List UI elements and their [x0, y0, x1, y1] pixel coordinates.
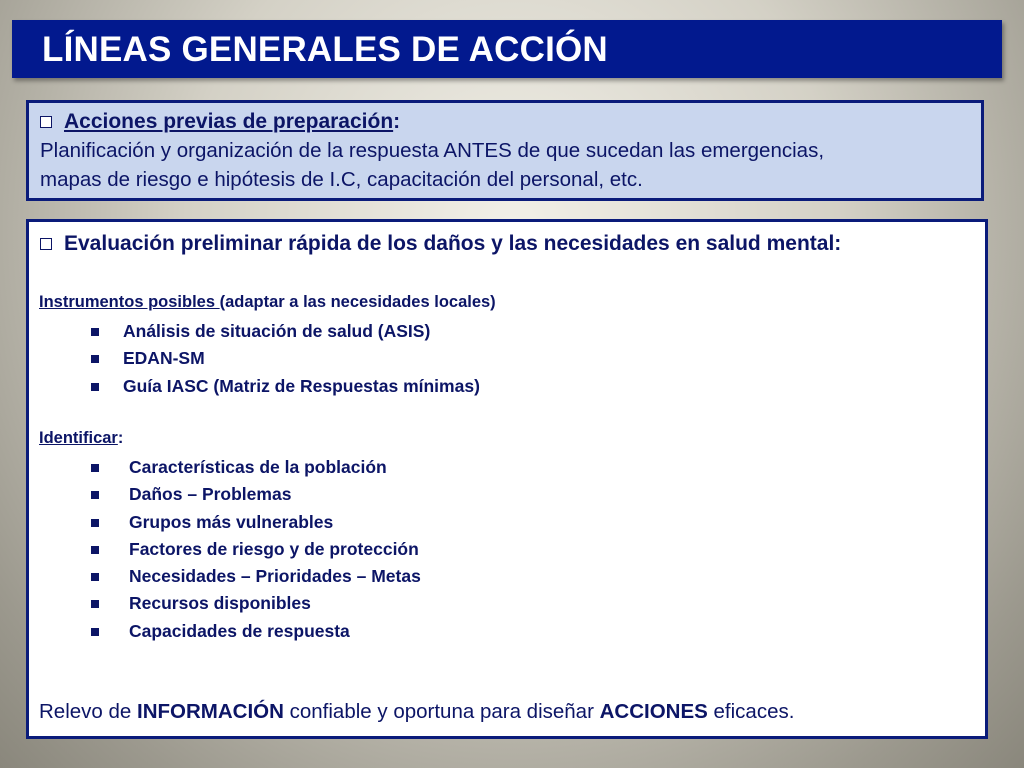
square-bullet-icon — [91, 628, 99, 636]
conclusion-line: Relevo de INFORMACIÓN confiable y oportuna para diseñar ACCIONES eficaces. — [39, 700, 795, 723]
slide-title: LÍNEAS GENERALES DE ACCIÓN — [42, 30, 608, 69]
square-bullet-icon — [91, 491, 99, 499]
list-item: EDAN-SM — [91, 345, 480, 372]
checkbox-bullet-icon — [40, 238, 52, 250]
instrumentos-label: Instrumentos posibles — [39, 293, 220, 311]
list-item: Guía IASC (Matriz de Respuestas mínimas) — [91, 373, 480, 400]
evaluation-heading-text: Evaluación preliminar rápida de los daños y las necesidades en salud mental: — [64, 232, 842, 255]
preparation-heading-colon: : — [393, 110, 401, 133]
identificar-label: Identificar — [39, 429, 118, 447]
preparation-line-1: Planificación y organización de la respuesta ANTES de que sucedan las emergencias, — [40, 139, 825, 162]
evaluation-heading — [40, 232, 841, 256]
checkbox-bullet-icon — [40, 116, 52, 128]
instrumentos-list — [91, 318, 480, 400]
list-item: Grupos más vulnerables — [91, 509, 421, 536]
square-bullet-icon — [91, 600, 99, 608]
square-bullet-icon — [91, 355, 99, 363]
list-item: Recursos disponibles — [91, 590, 421, 617]
preparation-line-2: mapas de riesgo e hipótesis de I.C, capacitación del personal, etc. — [40, 168, 643, 191]
square-bullet-icon — [91, 573, 99, 581]
square-bullet-icon — [91, 519, 99, 527]
title-banner — [12, 20, 1002, 78]
identificar-line — [39, 429, 123, 448]
preparation-body — [40, 136, 981, 194]
list-item: Necesidades – Prioridades – Metas — [91, 563, 421, 590]
list-item: Capacidades de respuesta — [91, 618, 421, 645]
list-item: Características de la población — [91, 454, 421, 481]
preparation-heading — [40, 110, 981, 134]
square-bullet-icon — [91, 383, 99, 391]
identificar-list — [91, 454, 421, 645]
evaluation-box — [26, 219, 988, 739]
preparation-heading-text: Acciones previas de preparación — [64, 110, 394, 133]
list-item: Daños – Problemas — [91, 481, 421, 508]
identificar-colon: : — [117, 429, 124, 447]
preparation-box — [26, 100, 984, 201]
instrumentos-line — [39, 293, 496, 312]
square-bullet-icon — [91, 546, 99, 554]
list-item: Análisis de situación de salud (ASIS) — [91, 318, 480, 345]
square-bullet-icon — [91, 464, 99, 472]
list-item: Factores de riesgo y de protección — [91, 536, 421, 563]
emphasis-informacion: INFORMACIÓN — [137, 700, 284, 723]
instrumentos-note: (adaptar a las necesidades locales) — [219, 293, 496, 311]
emphasis-acciones: ACCIONES — [599, 700, 708, 723]
square-bullet-icon — [91, 328, 99, 336]
